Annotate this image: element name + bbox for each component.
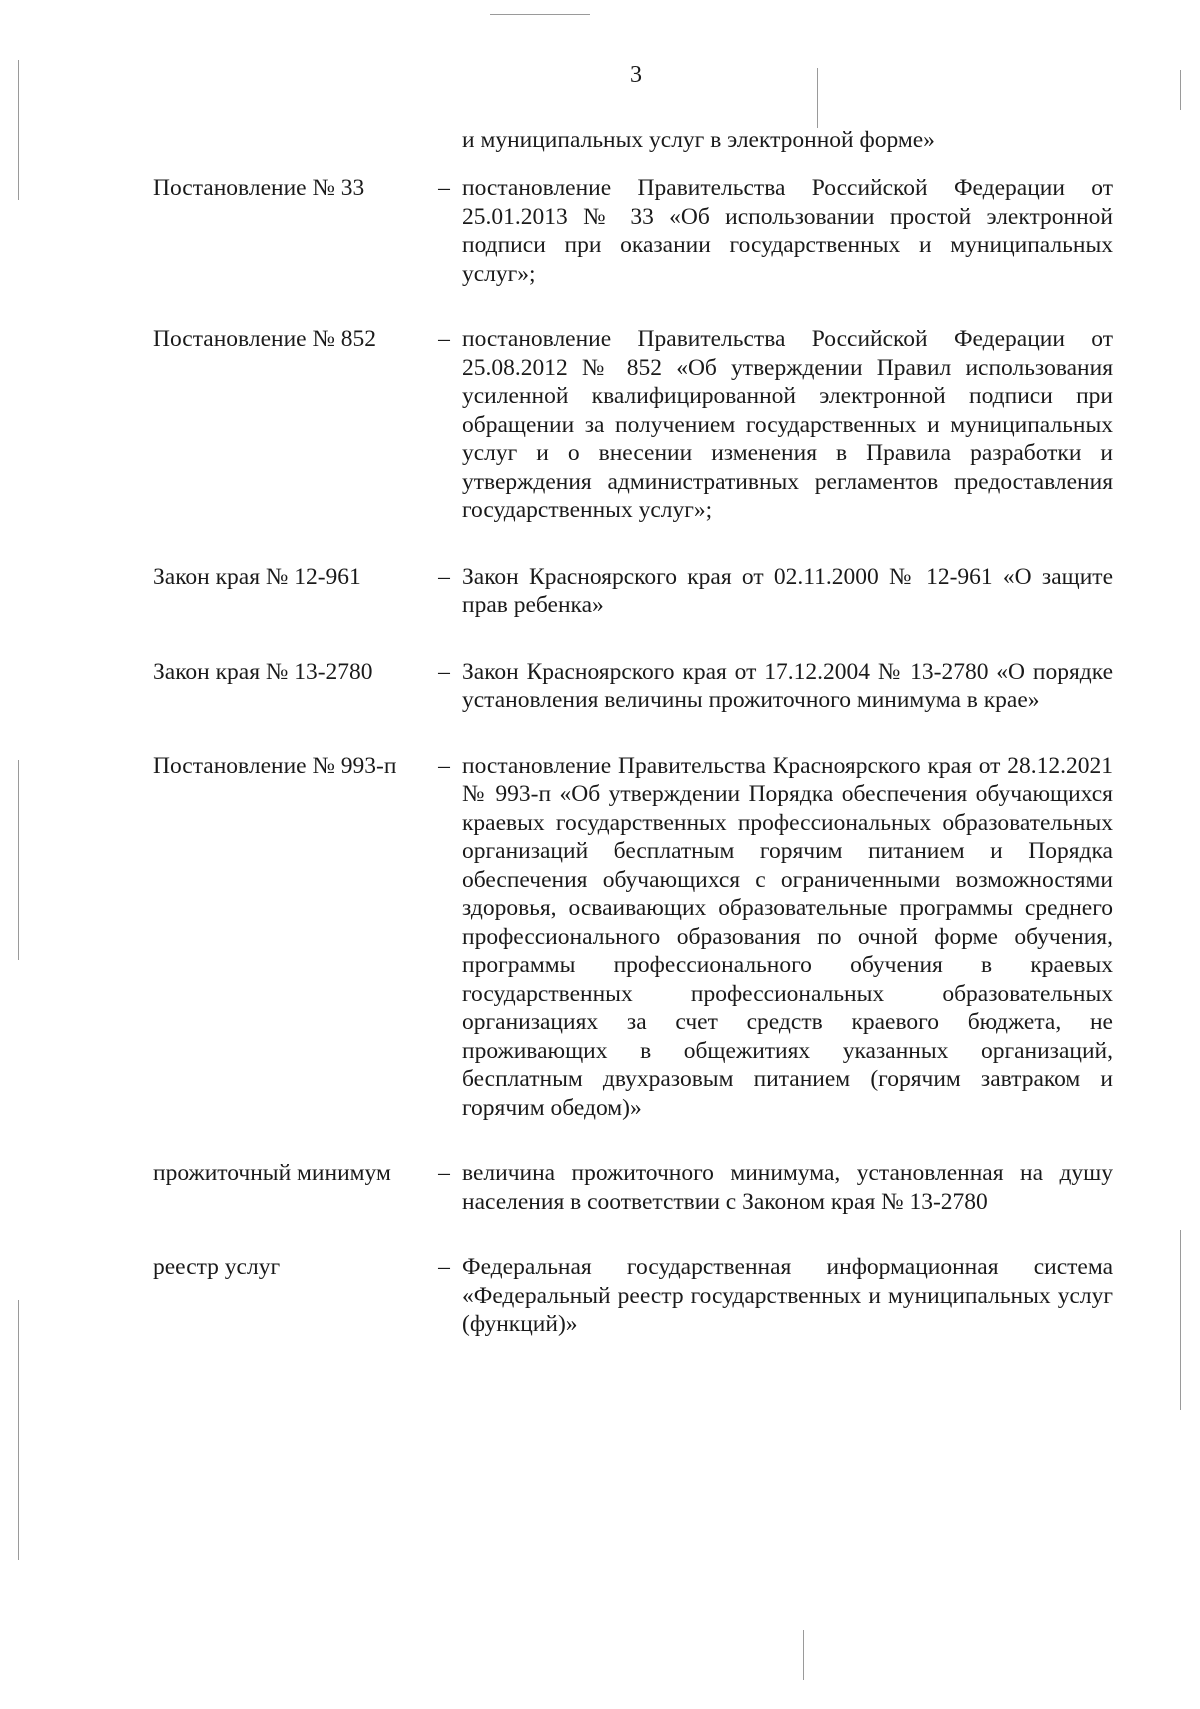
definition-entry: [153, 1253, 1113, 1339]
entry-dash: –: [438, 563, 450, 590]
scan-artifact: [18, 1300, 19, 1560]
scan-artifact: [803, 1630, 804, 1680]
scan-artifact: [1180, 1230, 1181, 1410]
definitions-list: [153, 174, 1113, 1339]
definition-entry: [153, 752, 1113, 1123]
entry-term: Постановление № 852: [153, 326, 376, 352]
entry-term: прожиточный минимум: [153, 1160, 391, 1186]
entry-definition: Закон Красноярского края от 02.11.2000 № 12-961 «О защите прав ребенка»: [462, 563, 1113, 618]
entry-definition: Закон Красноярского края от 17.12.2004 № 13-2780 «О порядке установления величины прожиточного минимума в крае»: [462, 658, 1113, 713]
entry-term: Закон края № 13-2780: [153, 658, 373, 685]
scan-artifact: [18, 760, 19, 960]
entry-dash: –: [438, 1160, 450, 1186]
entry-term: Постановление № 993-п: [153, 752, 397, 779]
entry-definition: Федеральная государственная информационная система «Федеральный реестр государственных и муниципальных услуг (функций)»: [462, 1254, 1113, 1337]
entry-dash: –: [438, 326, 450, 352]
entry-definition: величина прожиточного минимума, установленная на душу населения в соответствии с Законом края № 13-2780: [462, 1160, 1113, 1215]
entry-definition: постановление Правительства Красноярского края от 28.12.2021 № 993-п «Об утверждении Порядка обеспечения обучающихся краевых государственных профессиональных образовательных организаций бесплатным горячим питанием и Порядка обеспечения обучающихся с ограниченными возможностями здоровья, осваивающих образовательные программы среднего профессионального образования по очной форме обучения, программы профессионального обучения в краевых государственных профессиональных образовательных организациях за счет средств краевого бюджета, не проживающих в общежитиях указанных организаций, бесплатным двухразовым питанием (горячим завтраком и горячим обедом)»: [462, 752, 1113, 1121]
entry-dash: –: [438, 752, 450, 779]
entry-term: Постановление № 33: [153, 175, 365, 201]
page-number: 3: [630, 62, 642, 88]
definition-entry: [153, 563, 1113, 620]
definition-entry: [153, 658, 1113, 715]
entry-term: Закон края № 12-961: [153, 563, 361, 590]
entry-dash: –: [438, 175, 450, 201]
entry-term: реестр услуг: [153, 1254, 281, 1280]
entry-dash: –: [438, 658, 450, 685]
entry-dash: –: [438, 1254, 450, 1280]
scan-artifact: [490, 14, 590, 15]
continuation-text: и муниципальных услуг в электронной форме»: [462, 127, 935, 153]
definition-entry: [153, 325, 1113, 525]
definition-entry: [153, 1159, 1113, 1216]
entry-definition: постановление Правительства Российской Федерации от 25.01.2013 № 33 «Об использовании простой электронной подписи при оказании государственных и муниципальных услуг»;: [462, 175, 1113, 287]
definition-entry: [153, 174, 1113, 288]
entry-definition: постановление Правительства Российской Федерации от 25.08.2012 № 852 «Об утверждении Правил использования усиленной квалифицированной электронной подписи при обращении за получением государственных и муниципальных услуг и о внесении изменения в Правила разработки и утверждения административных регламентов предоставления государственных услуг»;: [462, 326, 1113, 523]
